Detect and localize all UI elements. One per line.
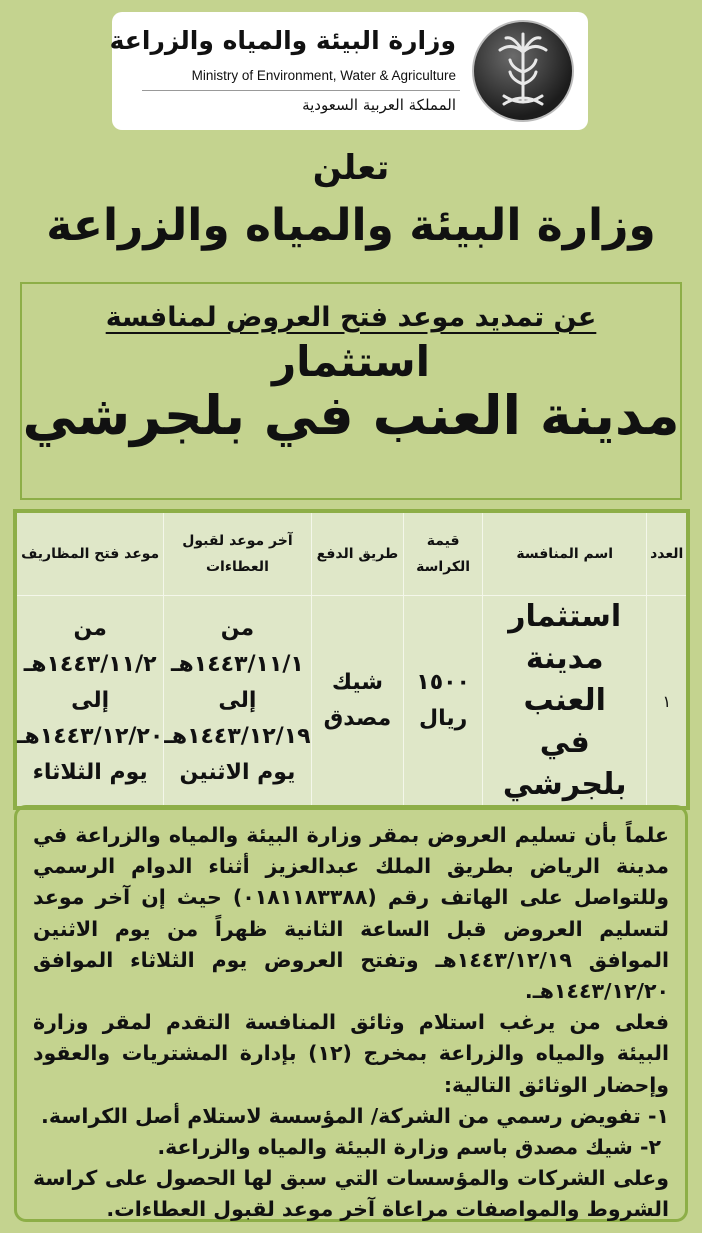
ministry-logo <box>109 12 588 130</box>
cell-opening <box>15 596 164 809</box>
tender-topic-box <box>20 282 682 500</box>
header-deadline: آخر موعد لقبول العطاءات <box>164 511 311 596</box>
header-payment-method: طريق الدفع <box>311 511 404 596</box>
deadline-to-date: ١٤٤٣/١٢/١٩هـ <box>164 724 311 749</box>
opening-to-label: إلى <box>71 688 110 713</box>
opening-to-date: ١٤٤٣/١٢/٢٠هـ <box>17 724 164 749</box>
ministry-heading: وزارة البيئة والمياه والزراعة <box>46 200 656 251</box>
palm-emblem-icon <box>472 20 574 122</box>
logo-divider <box>142 90 460 91</box>
opening-from-label: من <box>73 616 107 641</box>
opening-from-date: ١٤٤٣/١١/٢هـ <box>23 652 157 677</box>
logo-arabic-name: وزارة البيئة والمياه والزراعة <box>109 26 456 55</box>
notes-paragraph-submission: علماً بأن تسليم العروض بمقر وزارة البيئة والمياه والزراعة في مدينة الرياض بطريق الملك عبدالعزيز أثناء الدوام الرسمي وللتواصل على الهاتف رقم (٠١٨١١٨٣٣٨٨) حيث إن آخر موعد لتسليم العروض قبل الساعة الثانية ظهراً من يوم الاثنين الموافق ١٤٤٣/١٢/١٩هـ وتفتح العروض يوم الثلاثاء الموافق ١٤٤٣/١٢/٢٠هـ. <box>33 823 670 1004</box>
notes-item-1: ١- تفويض رسمي من الشركة/ المؤسسة لاستلام أصل الكراسة. <box>41 1103 669 1128</box>
topic-project: مدينة العنب في بلجرشي <box>22 384 680 448</box>
cell-payment: شيك مصدق <box>311 596 404 809</box>
header-opening-date: موعد فتح المظاريف <box>15 511 164 596</box>
header-tender-name: اسم المنافسة <box>482 511 647 596</box>
deadline-from-date: ١٤٤٣/١١/١هـ <box>171 652 304 677</box>
notes-paragraph-reminder: وعلى الشركات والمؤسسات التي سبق لها الحصول على كراسة الشروط والمواصفات مراعاة آخر موعد لقبول العطاءات. <box>33 1166 669 1222</box>
tender-table <box>13 509 690 810</box>
deadline-from-label: من <box>220 616 255 641</box>
notes-box <box>14 805 688 1222</box>
notes-item-2: ٢- شيك مصدق باسم وزارة البيئة والمياه والزراعة. <box>157 1135 661 1160</box>
header-number: العدد <box>647 511 688 596</box>
cell-number: ١ <box>647 596 688 809</box>
announce-heading: تعلن <box>312 148 390 188</box>
header-booklet-price: قيمة الكراسة <box>404 511 483 596</box>
table-header-row <box>15 511 688 596</box>
cell-tender-name: استثمار مدينة العنب في بلجرشي <box>482 596 647 809</box>
logo-english-name: Ministry of Environment, Water & Agriculture <box>191 68 456 83</box>
deadline-to-label: إلى <box>218 688 257 713</box>
logo-country: المملكة العربية السعودية <box>302 96 456 114</box>
topic-subtitle: عن تمديد موعد فتح العروض لمنافسة <box>105 302 597 333</box>
deadline-day: يوم الاثنين <box>179 760 296 785</box>
table-row <box>15 596 688 809</box>
topic-title: استثمار <box>271 337 431 386</box>
opening-day: يوم الثلاثاء <box>32 760 148 785</box>
cell-price: ١٥٠٠ ريال <box>404 596 483 809</box>
notes-paragraph-documents: فعلى من يرغب استلام وثائق المنافسة التقدم لمقر وزارة البيئة والمياه والزراعة بمخرج (١٢) بإدارة المشتريات والعقود وإحضار الوثائق التالية: <box>33 1010 669 1097</box>
cell-deadline <box>164 596 311 809</box>
